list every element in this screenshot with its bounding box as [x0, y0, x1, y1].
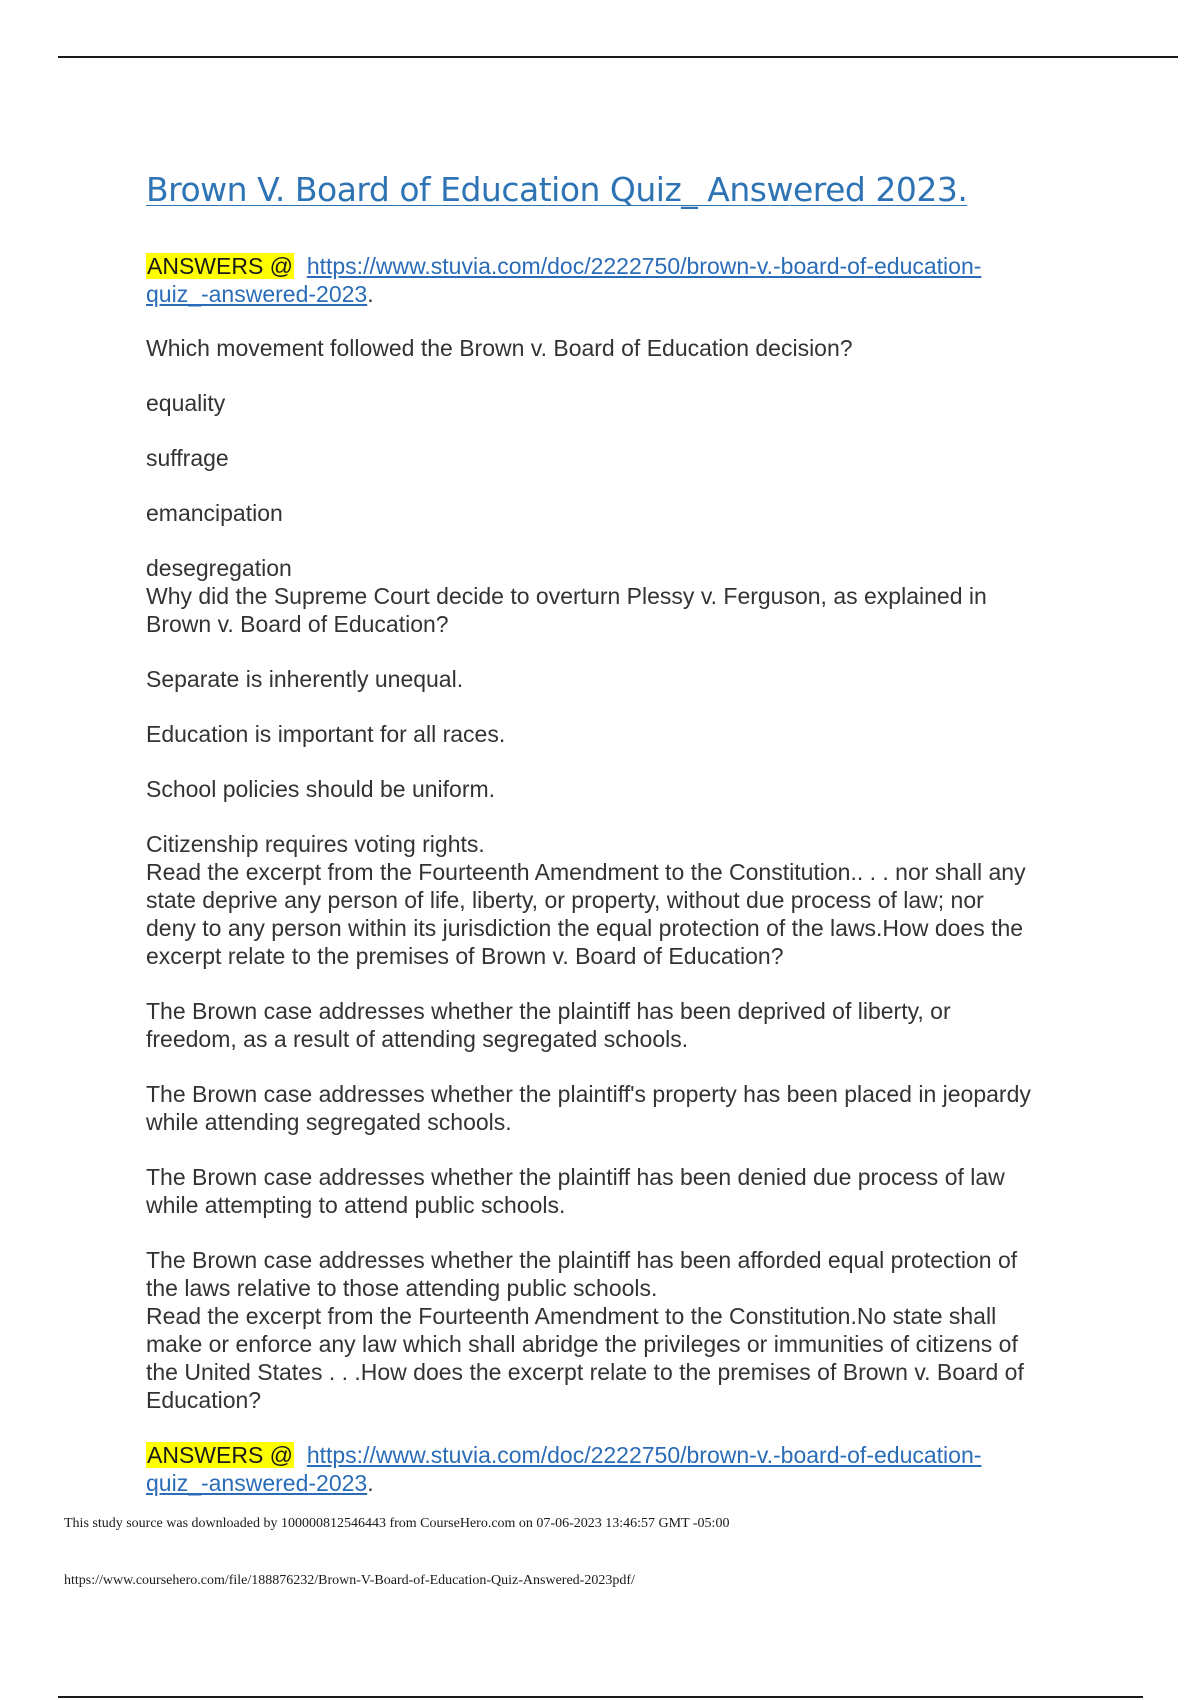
q4-question-line: the United States . . .How does the excerpt relate to the premises of Brown v. Board of: [146, 1358, 1024, 1385]
q2-option: Citizenship requires voting rights.: [146, 830, 485, 857]
answers-link-line2: quiz_-answered-2023: [146, 280, 368, 307]
answers-block-bottom: [146, 1441, 1086, 1497]
document-body: [146, 170, 1086, 1523]
answers-block-top: [146, 252, 1086, 308]
q3-question-line: state deprive any person of life, liberty, or property, without due process of law; nor: [146, 886, 984, 913]
q1-option: emancipation: [146, 499, 283, 526]
q3-option-line: freedom, as a result of attending segregated schools.: [146, 1025, 689, 1052]
q1-option: suffrage: [146, 444, 229, 471]
answers-label: ANSWERS @: [147, 1441, 294, 1468]
q4-question-line: make or enforce any law which shall abridge the privileges or immunities of citizens of: [146, 1330, 1018, 1357]
q4-question-line: Education?: [146, 1386, 262, 1413]
q1-option: equality: [146, 389, 226, 416]
q2-question-line: Brown v. Board of Education?: [146, 610, 449, 637]
answers-link-line1: https://www.stuvia.com/doc/2222750/brown-v.-board-of-education-: [306, 1441, 982, 1468]
q3-question-line: excerpt relate to the premises of Brown v. Board of Education?: [146, 942, 784, 969]
q3-option-line: while attempting to attend public schools.: [146, 1191, 566, 1218]
answers-trailing: .: [367, 1469, 374, 1496]
top-rule: [58, 56, 1178, 58]
q3-option-line: The Brown case addresses whether the plaintiff has been afforded equal protection of: [146, 1246, 1018, 1273]
q3-option-line: The Brown case addresses whether the plaintiff has been denied due process of law: [146, 1163, 1005, 1190]
q1-option: desegregation: [146, 554, 292, 581]
answers-link-line2: quiz_-answered-2023: [146, 1469, 368, 1496]
q3-option-line: the laws relative to those attending public schools.: [146, 1274, 658, 1301]
q3-option-line: The Brown case addresses whether the plaintiff has been deprived of liberty, or: [146, 997, 951, 1024]
bottom-rule: [58, 1696, 1143, 1698]
q3-question-line: Read the excerpt from the Fourteenth Amendment to the Constitution.. . . nor shall any: [146, 858, 1026, 885]
answers-label: ANSWERS @: [147, 252, 294, 279]
q2-option: School policies should be uniform.: [146, 775, 496, 802]
q1-question: Which movement followed the Brown v. Board of Education decision?: [146, 334, 853, 361]
q2-option: Separate is inherently unequal.: [146, 665, 464, 692]
document-title: Brown V. Board of Education Quiz_ Answered 2023.: [146, 170, 968, 209]
q2-option: Education is important for all races.: [146, 720, 506, 747]
answers-trailing: .: [367, 280, 374, 307]
download-note: This study source was downloaded by 100000812546443 from CourseHero.com on 07-06-2023 13:46:57 GMT -05:00: [64, 1516, 730, 1531]
source-url: https://www.coursehero.com/file/188876232/Brown-V-Board-of-Education-Quiz-Answered-2023pdf/: [64, 1573, 635, 1588]
q3-option-line: while attending segregated schools.: [146, 1108, 512, 1135]
q3-option-line: The Brown case addresses whether the plaintiff's property has been placed in jeopardy: [146, 1080, 1031, 1107]
q4-question-line: Read the excerpt from the Fourteenth Amendment to the Constitution.No state shall: [146, 1302, 997, 1329]
q2-question-line: Why did the Supreme Court decide to overturn Plessy v. Ferguson, as explained in: [146, 582, 987, 609]
answers-link-line1: https://www.stuvia.com/doc/2222750/brown-v.-board-of-education-: [306, 252, 982, 279]
q3-question-line: deny to any person within its jurisdiction the equal protection of the laws.How does the: [146, 914, 1024, 941]
